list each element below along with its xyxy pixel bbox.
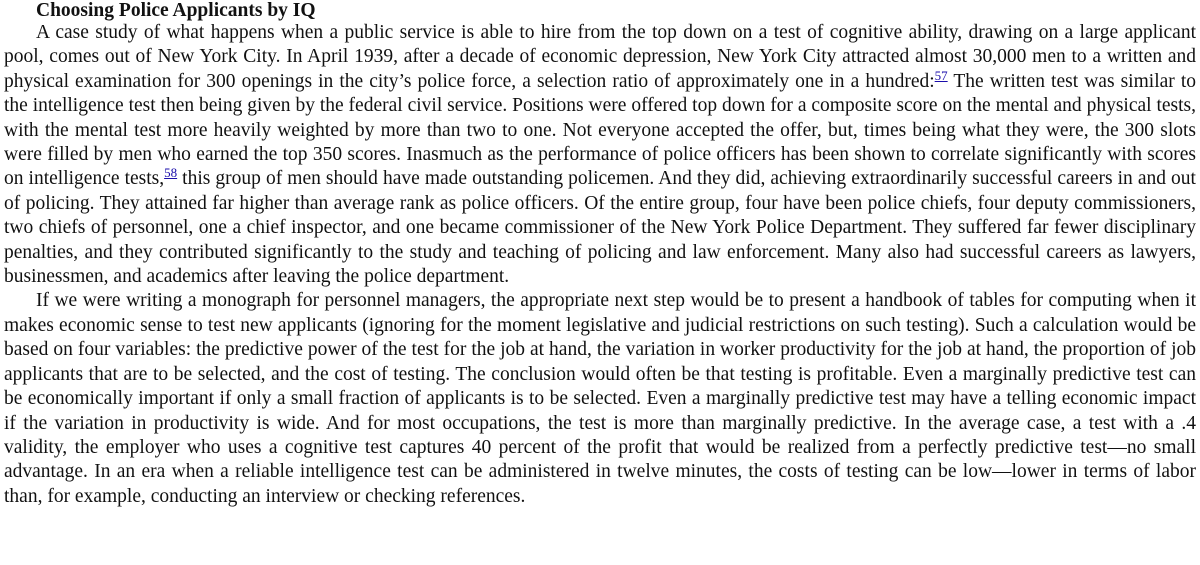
- paragraph-text: The written test was similar to the intelligence test then being given by the federal civil service. Positions were offered top down for a composite score on the mental and physical tests, with the mental test more heavily weighted by more than two to one. Not everyone accepted the offer, but, times being what they were, the 300 slots were filled by men who earned the top 350 scores. Inasmuch as the performance of police officers has been shown to correlate significantly with scores on intelligence tests,: [4, 70, 1196, 190]
- paragraph-text: this group of men should have made outstanding policemen. And they did, achieving extraordinarily successful careers in and out of policing. They attained far higher than average rank as police officers. Of the entire group, four have been police chiefs, four deputy commissioners, two chiefs of personnel, one a chief inspector, and one became commissioner of the New York Police Department. They suffered far fewer disciplinary penalties, and they contributed significantly to the study and teaching of policing and law enforcement. Many also had successful careers as lawyers, businessmen, and academics after leaving the police department.: [4, 168, 1196, 288]
- paragraph-2: [4, 289, 1196, 509]
- footnote-link-57[interactable]: 57: [934, 67, 948, 83]
- paragraph-text: If we were writing a monograph for personnel managers, the appropriate next step would be to present a handbook of tables for computing when it makes economic sense to test new applicants (ignoring for the moment legislative and judicial restrictions on such testing). Such a calculation would be based on four variables: the predictive power of the test for the job at hand, the variation in worker productivity for the job at hand, the proportion of job applicants that are to be selected, and the cost of testing. The conclusion would often be that testing is profitable. Even a marginally predictive test can be economically important if only a small fraction of applicants is to be selected. Even a marginally predictive test may have a telling economic impact if the variation in productivity is wide. And for most occupations, the test is more than marginally predictive. In the average case, a test with a .4 validity, the employer who uses a cognitive test captures 40 percent of the profit that would be realized from a perfectly predictive test—no small advantage. In an era when a reliable intelligence test can be administered in twelve minutes, the costs of testing can be low—lower in terms of labor than, for example, conducting an interview or checking references.: [4, 290, 1196, 507]
- paragraph-text: A case study of what happens when a public service is able to hire from the top down on a test of cognitive ability, drawing on a large applicant pool, comes out of New York City. In April 1939, after a decade of economic depression, New York City attracted almost 30,000 men to a written and physical examination for 300 openings in the city’s police force, a selection ratio of approximately one in a hundred:: [4, 22, 1196, 92]
- footnote-link-58[interactable]: 58: [164, 165, 178, 181]
- paragraph-1: [4, 21, 1196, 289]
- section-title: Choosing Police Applicants by IQ: [36, 0, 316, 21]
